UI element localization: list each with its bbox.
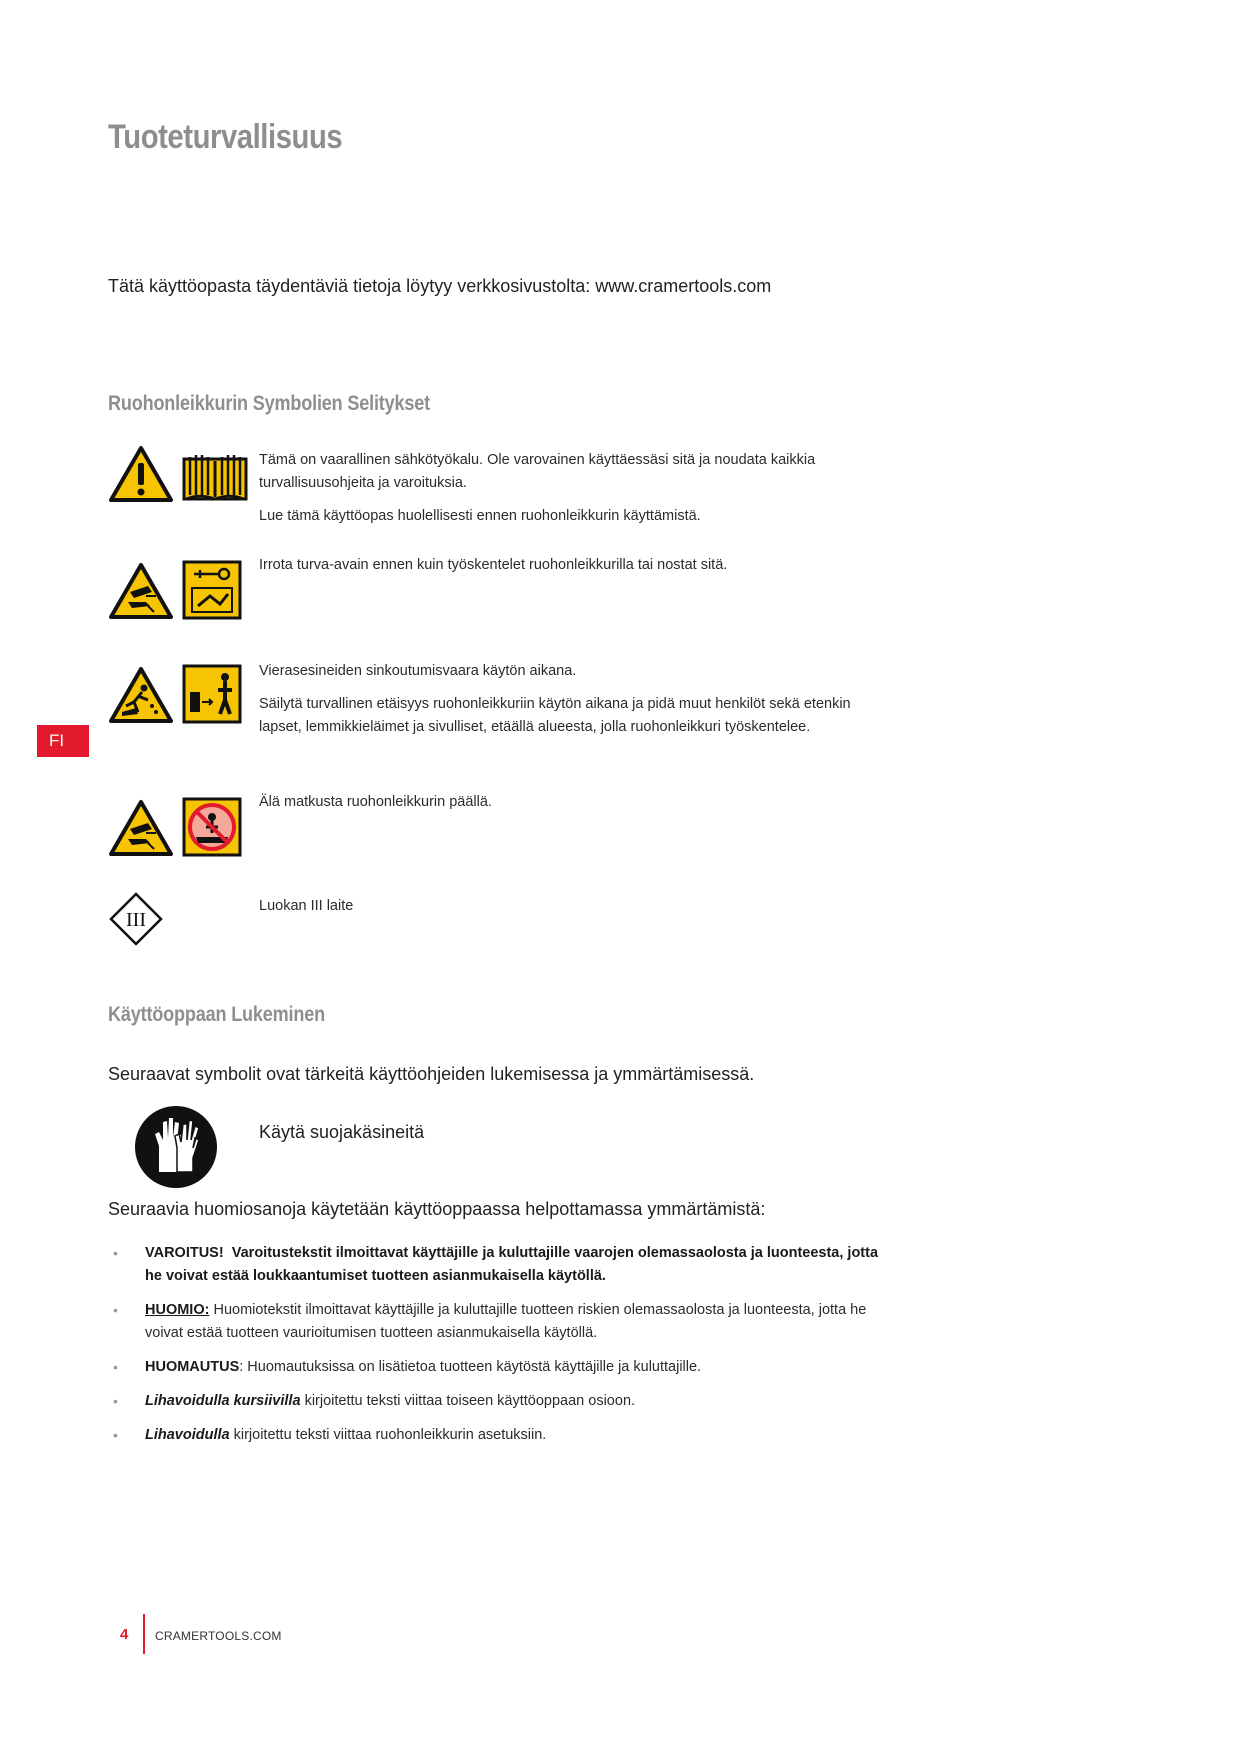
note-warning: [108, 1242, 888, 1288]
reading-lead: Seuraavat symbolit ovat tärkeitä käyttöohjeiden lukemisessa ja ymmärtämisessä.: [108, 1064, 755, 1084]
symbol-row-2-p1: Irrota turva-avain ennen kuin työskentelet ruohonleikkurilla tai nostat sitä.: [259, 557, 728, 573]
note-bold-italic-text: kirjoitettu teksti viittaa toiseen käyttöoppaan osioon.: [304, 1393, 636, 1409]
symbol-row-5-p1: Luokan III laite: [259, 898, 354, 914]
symbol-row-1-p2: Lue tämä käyttöopas huolellisesti ennen ruohonleikkurin käyttämistä.: [259, 508, 701, 524]
hand-crush-warning-icon: [108, 799, 174, 857]
notes-list: [108, 1242, 888, 1458]
note-warning-label: VAROITUS!: [145, 1245, 224, 1261]
note-notice-text: : Huomautuksissa on lisätietoa tuotteen käytöstä käyttäjille ja kuluttajille.: [239, 1359, 702, 1375]
symbol-row-4-p1: Älä matkusta ruohonleikkurin päällä.: [259, 794, 492, 810]
reading-heading: Käyttöoppaan Lukeminen: [108, 1003, 325, 1026]
symbol-row-5-icons: [108, 891, 164, 947]
symbols-heading: Ruohonleikkurin Symbolien Selitykset: [108, 392, 430, 415]
footer-divider: [143, 1614, 145, 1654]
class-iii-label: III: [126, 909, 146, 931]
glove-text: Käytä suojakäsineitä: [259, 1122, 425, 1142]
remove-safety-key-icon: [182, 560, 242, 620]
thrown-objects-warning-icon: [108, 666, 174, 724]
symbol-row-4-icons: [108, 797, 242, 857]
note-notice: [108, 1356, 888, 1379]
note-bold-text: kirjoitettu teksti viittaa ruohonleikkurin asetuksiin.: [233, 1427, 547, 1443]
note-caution-text: Huomiotekstit ilmoittavat käyttäjille ja kuluttajille tuotteen riskien olemassaolosta ja luonteesta, jotta he voivat estää tuotteen vaurioitumisen tuotteen asianmukaisella käytöllä.: [145, 1302, 867, 1341]
keep-distance-icon: [182, 664, 242, 724]
symbol-row-3-p2: Säilytä turvallinen etäisyys ruohonleikkuriin käytön aikana ja pidä muut henkilöt sekä etenkin lapset, lemmikkieläimet ja sivulliset, etäällä alueesta, jolla ruohonleikkuri työskentelee.: [259, 696, 851, 735]
note-notice-label: HUOMAUTUS: [145, 1359, 240, 1375]
symbol-row-1-text: [259, 449, 879, 538]
note-caution-label: HUOMIO:: [145, 1302, 210, 1318]
note-bold: [108, 1424, 888, 1447]
class-iii-icon: [108, 891, 164, 947]
symbol-row-2-text: [259, 554, 879, 587]
note-bold-label: Lihavoidulla: [145, 1427, 230, 1443]
no-riding-icon: [182, 797, 242, 857]
language-tab: FI: [37, 725, 89, 757]
symbol-row-2-icons: [108, 560, 242, 620]
footer-site: CRAMERTOOLS.COM: [155, 1629, 282, 1643]
note-warning-text: Varoitustekstit ilmoittavat käyttäjille ja kuluttajille vaarojen olemassaolosta ja luonteesta, jotta he voivat estää loukkaantumiset tuotteen asianmukaisella käytöllä.: [145, 1245, 879, 1284]
symbol-row-3-p1: Vierasesineiden sinkoutumisvaara käytön aikana.: [259, 663, 577, 679]
note-bold-italic-label: Lihavoidulla kursiivilla: [145, 1393, 301, 1409]
gloves-icon: [133, 1104, 219, 1190]
note-bold-italic: [108, 1390, 888, 1413]
symbol-row-5-text: [259, 895, 879, 928]
intro-text: Tätä käyttöopasta täydentäviä tietoja löytyy verkkosivustolta: www.cramertools.com: [108, 276, 772, 296]
note-caution: [108, 1299, 888, 1345]
page-number: 4: [120, 1626, 129, 1643]
symbol-row-3-icons: [108, 664, 242, 724]
symbol-row-1-p1: Tämä on vaarallinen sähkötyökalu. Ole varovainen käyttäessäsi sitä ja noudata kaikkia turvallisuusohjeita ja varoituksia.: [259, 452, 816, 491]
manual-book-icon: [182, 451, 248, 503]
symbol-row-1-icons: [108, 445, 248, 503]
page-title: Tuoteturvallisuus: [108, 118, 343, 156]
hand-crush-warning-icon: [108, 562, 174, 620]
notes-lead: Seuraavia huomiosanoja käytetään käyttöoppaassa helpottamassa ymmärtämistä:: [108, 1199, 766, 1219]
symbol-row-3-text: [259, 660, 879, 749]
warning-exclamation-icon: [108, 445, 174, 503]
symbol-row-4-text: [259, 791, 879, 824]
